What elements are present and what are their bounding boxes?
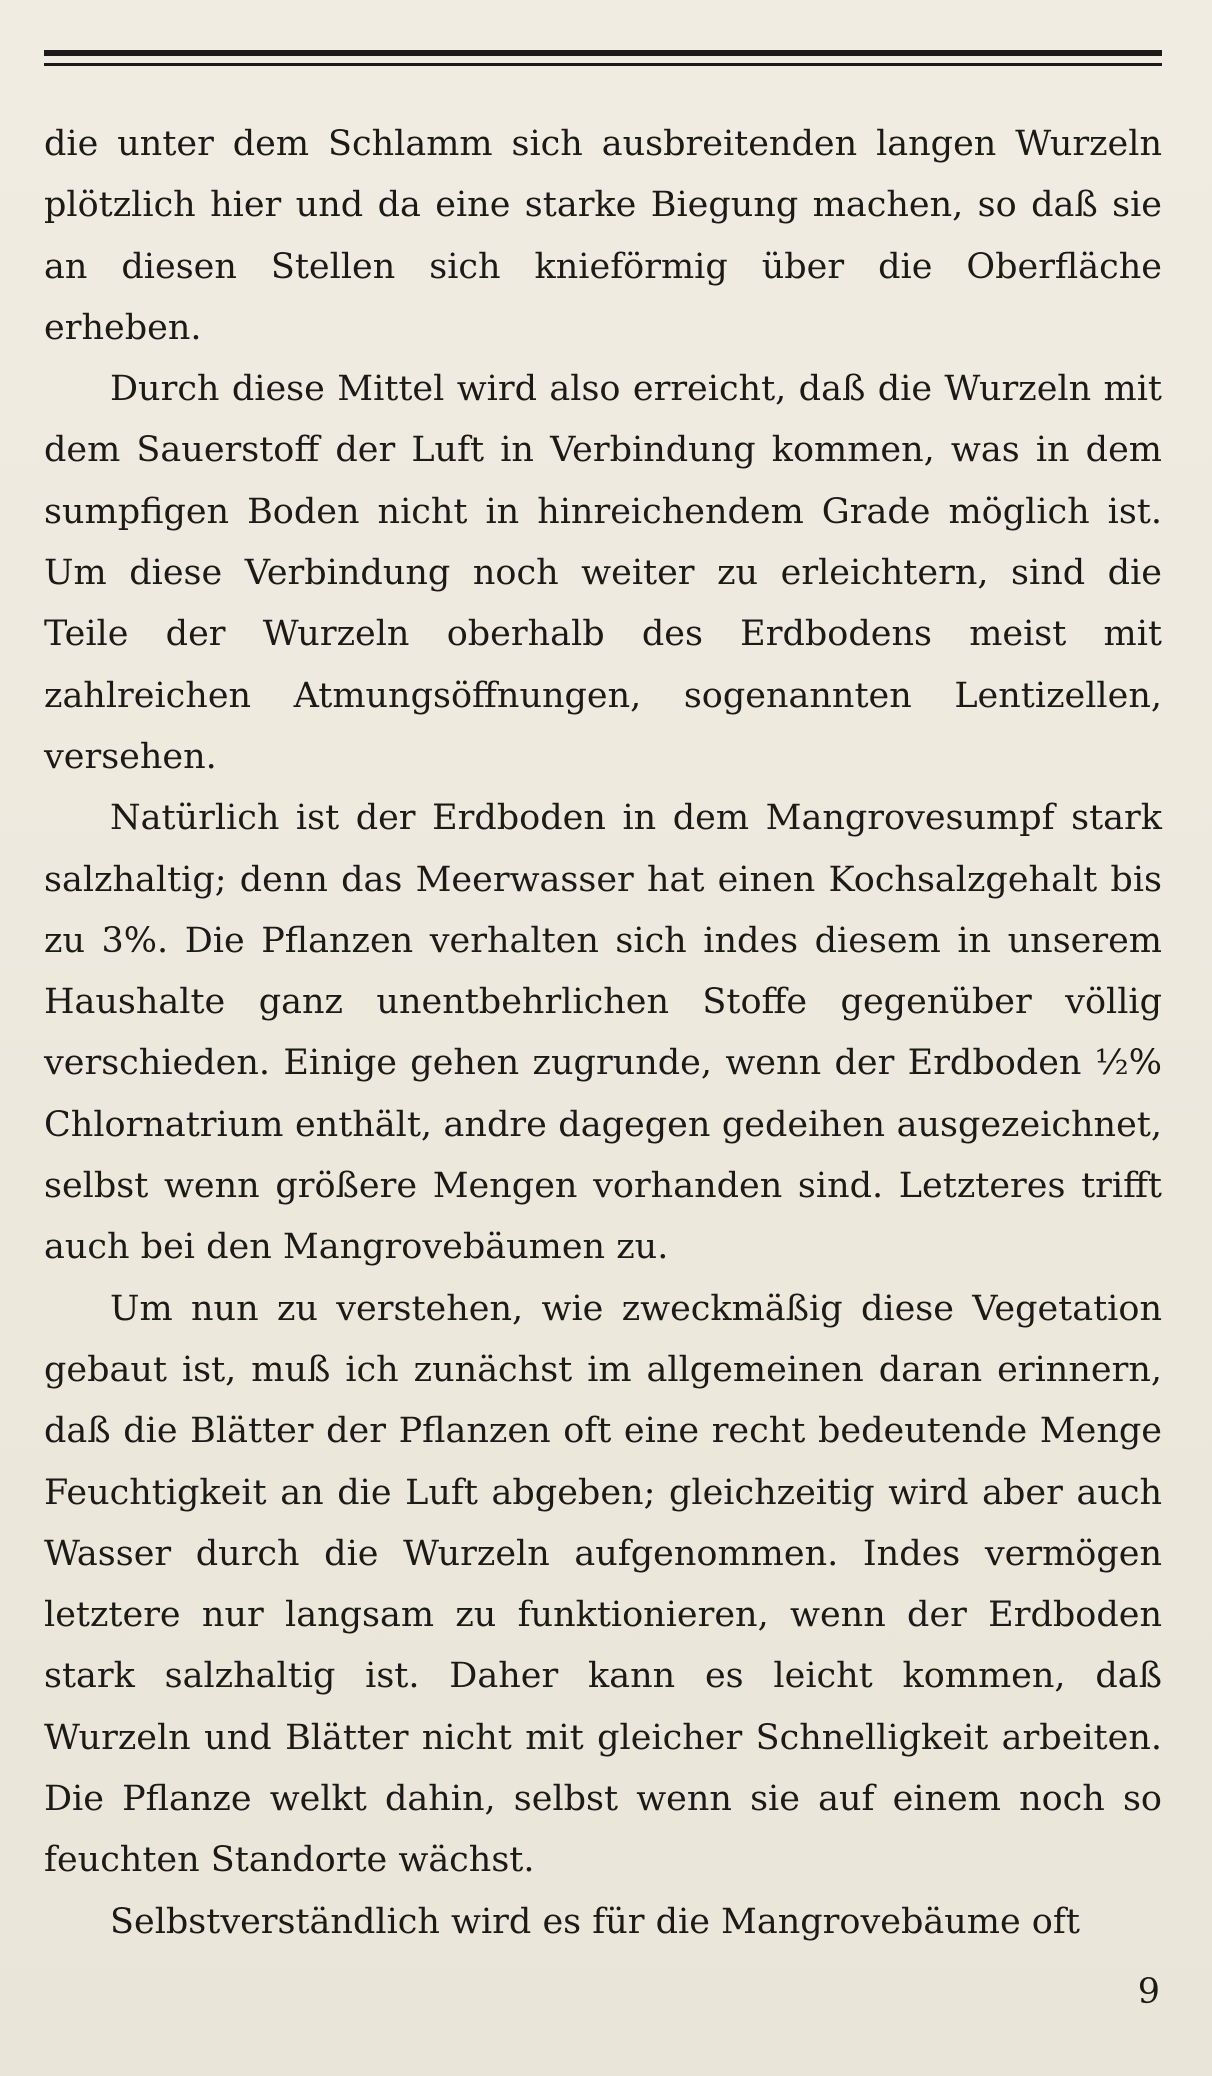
page-number: 9 [1137, 1972, 1160, 2012]
paragraph: Um nun zu verstehen, wie zweckmäßig diese Vegetation gebaut ist, muß ich zunächst im allgemeinen daran erinnern, daß die Blätter der Pflanzen oft eine recht bedeutende Menge Feuchtigkeit an die Luft abgeben; gleichzeitig wird aber auch Wasser durch die Wurzeln aufgenommen. Indes vermögen letztere nur langsam zu funktionieren, wenn der Erdboden stark salzhaltig ist. Daher kann es leicht kommen, daß Wurzeln und Blätter nicht mit gleicher Schnelligkeit arbeiten. Die Pflanze welkt dahin, selbst wenn sie auf einem noch so feuchten Standorte wächst. [44, 1288, 1162, 1881]
body-text [44, 114, 1162, 1953]
header-rule-thick [44, 50, 1162, 56]
paragraph: Selbstverständlich wird es für die Mangrovebäume oft [110, 1901, 1080, 1942]
paragraph-continuation: die unter dem Schlamm sich ausbreitenden langen Wurzeln plötzlich hier und da eine starke Biegung machen, so daß sie an diesen Stellen sich knieförmig über die Oberfläche erheben. [44, 124, 1162, 348]
header-double-rule [44, 50, 1162, 70]
paragraph: Durch diese Mittel wird also erreicht, daß die Wurzeln mit dem Sauerstoff der Luft in Verbindung kommen, was in dem sumpfigen Boden nicht in hinreichendem Grade möglich ist. Um diese Verbindung noch weiter zu erleichtern, sind die Teile der Wurzeln oberhalb des Erdbodens meist mit zahlreichen Atmungsöffnungen, sogenannten Lentizellen, versehen. [44, 369, 1162, 777]
paragraph: Natürlich ist der Erdboden in dem Mangrovesumpf stark salzhaltig; denn das Meerwasser hat einen Kochsalzgehalt bis zu 3%. Die Pflanzen verhalten sich indes diesem in unserem Haushalte ganz unentbehrlichen Stoffe gegenüber völlig verschieden. Einige gehen zugrunde, wenn der Erdboden ½% Chlornatrium enthält, andre dagegen gedeihen ausgezeichnet, selbst wenn größere Mengen vorhanden sind. Letzteres trifft auch bei den Mangrovebäumen zu. [44, 798, 1162, 1268]
header-rule-thin [44, 63, 1162, 66]
